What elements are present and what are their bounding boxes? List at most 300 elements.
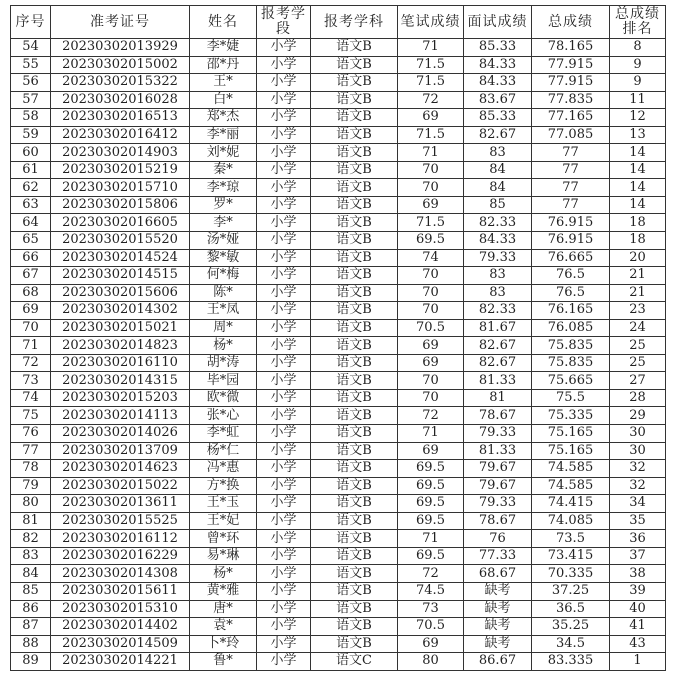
subject-cell: 语文B: [311, 372, 398, 390]
written-score-cell: 69.5: [398, 460, 464, 478]
total-score-cell: 76.085: [532, 319, 610, 337]
rank-cell: 30: [610, 425, 666, 443]
written-score-cell: 71.5: [398, 56, 464, 74]
subject-cell: 语文B: [311, 582, 398, 600]
table-row: [11, 284, 666, 302]
serial-no-cell: 78: [11, 460, 51, 478]
exam-id-cell: 20230302015710: [51, 179, 190, 197]
exam-id-cell: 20230302015606: [51, 284, 190, 302]
total-score-cell: 75.5: [532, 389, 610, 407]
name-cell: 李*虹: [190, 425, 257, 443]
name-cell: 刘*妮: [190, 144, 257, 162]
subject-cell: 语文B: [311, 442, 398, 460]
stage-cell: 小学: [257, 284, 311, 302]
written-score-cell: 70: [398, 389, 464, 407]
rank-cell: 11: [610, 91, 666, 109]
total-score-cell: 34.5: [532, 635, 610, 653]
serial-no-cell: 89: [11, 653, 51, 671]
table-row: [11, 109, 666, 127]
stage-cell: 小学: [257, 126, 311, 144]
exam-id-cell: 20230302014113: [51, 407, 190, 425]
table-row: [11, 635, 666, 653]
written-score-cell: 72: [398, 407, 464, 425]
rank-cell: 25: [610, 337, 666, 355]
total-score-cell: 75.165: [532, 442, 610, 460]
rank-cell: 43: [610, 635, 666, 653]
table-row: [11, 582, 666, 600]
exam-id-cell: 20230302015002: [51, 56, 190, 74]
stage-cell: 小学: [257, 565, 311, 583]
rank-cell: 30: [610, 442, 666, 460]
total-score-cell: 75.665: [532, 372, 610, 390]
table-row: [11, 337, 666, 355]
subject-cell: 语文B: [311, 284, 398, 302]
written-score-cell: 71: [398, 425, 464, 443]
table-body: [11, 39, 666, 671]
stage-cell: 小学: [257, 618, 311, 636]
stage-cell: 小学: [257, 74, 311, 92]
subject-cell: 语文B: [311, 91, 398, 109]
table-row: [11, 319, 666, 337]
rank-cell: 24: [610, 319, 666, 337]
rank-cell: 13: [610, 126, 666, 144]
interview-score-cell: 86.67: [464, 653, 532, 671]
rank-cell: 8: [610, 39, 666, 57]
name-cell: 王*凤: [190, 302, 257, 320]
total-score-cell: 76.665: [532, 249, 610, 267]
table-row: [11, 354, 666, 372]
name-cell: 汤*娅: [190, 232, 257, 250]
exam-id-cell: 20230302013929: [51, 39, 190, 57]
interview-score-cell: 85.33: [464, 109, 532, 127]
table-row: [11, 249, 666, 267]
total-score-cell: 76.5: [532, 284, 610, 302]
table-row: [11, 144, 666, 162]
subject-cell: 语文B: [311, 126, 398, 144]
subject-cell: 语文B: [311, 635, 398, 653]
header-total-score: 总成绩: [532, 6, 610, 39]
serial-no-cell: 77: [11, 442, 51, 460]
stage-cell: 小学: [257, 161, 311, 179]
total-score-cell: 37.25: [532, 582, 610, 600]
stage-cell: 小学: [257, 319, 311, 337]
written-score-cell: 71: [398, 144, 464, 162]
name-cell: 白*: [190, 91, 257, 109]
name-cell: 邵*丹: [190, 56, 257, 74]
serial-no-cell: 67: [11, 267, 51, 285]
written-score-cell: 69.5: [398, 512, 464, 530]
rank-cell: 1: [610, 653, 666, 671]
interview-score-cell: 81.67: [464, 319, 532, 337]
stage-cell: 小学: [257, 477, 311, 495]
total-score-cell: 36.5: [532, 600, 610, 618]
table-row: [11, 302, 666, 320]
header-row: [11, 6, 666, 39]
rank-cell: 36: [610, 530, 666, 548]
written-score-cell: 70: [398, 267, 464, 285]
interview-score-cell: 83: [464, 284, 532, 302]
rank-cell: 9: [610, 56, 666, 74]
table-row: [11, 477, 666, 495]
written-score-cell: 69.5: [398, 232, 464, 250]
name-cell: 曾*环: [190, 530, 257, 548]
table-row: [11, 179, 666, 197]
name-cell: 杨*仁: [190, 442, 257, 460]
exam-id-cell: 20230302016229: [51, 547, 190, 565]
stage-cell: 小学: [257, 354, 311, 372]
name-cell: 李*琼: [190, 179, 257, 197]
name-cell: 杨*: [190, 565, 257, 583]
header-total-rank: 总成绩排名: [610, 6, 666, 39]
total-score-cell: 74.085: [532, 512, 610, 530]
name-cell: 杨*: [190, 337, 257, 355]
subject-cell: 语文B: [311, 302, 398, 320]
total-score-cell: 76.165: [532, 302, 610, 320]
subject-cell: 语文B: [311, 232, 398, 250]
exam-id-cell: 20230302013709: [51, 442, 190, 460]
rank-cell: 14: [610, 144, 666, 162]
exam-id-cell: 20230302014524: [51, 249, 190, 267]
name-cell: 罗*: [190, 196, 257, 214]
serial-no-cell: 55: [11, 56, 51, 74]
written-score-cell: 69.5: [398, 547, 464, 565]
subject-cell: 语文B: [311, 144, 398, 162]
stage-cell: 小学: [257, 547, 311, 565]
table-row: [11, 565, 666, 583]
table-row: [11, 74, 666, 92]
exam-id-cell: 20230302014402: [51, 618, 190, 636]
rank-cell: 34: [610, 495, 666, 513]
rank-cell: 38: [610, 565, 666, 583]
interview-score-cell: 81: [464, 389, 532, 407]
interview-score-cell: 79.33: [464, 425, 532, 443]
exam-id-cell: 20230302015806: [51, 196, 190, 214]
stage-cell: 小学: [257, 249, 311, 267]
exam-id-cell: 20230302015611: [51, 582, 190, 600]
header-subject: 报考学科: [311, 6, 398, 39]
interview-score-cell: 83.67: [464, 91, 532, 109]
exam-id-cell: 20230302016110: [51, 354, 190, 372]
stage-cell: 小学: [257, 267, 311, 285]
serial-no-cell: 82: [11, 530, 51, 548]
interview-score-cell: 77.33: [464, 547, 532, 565]
exam-id-cell: 20230302014221: [51, 653, 190, 671]
table-row: [11, 618, 666, 636]
total-score-cell: 75.835: [532, 337, 610, 355]
subject-cell: 语文B: [311, 407, 398, 425]
written-score-cell: 71: [398, 530, 464, 548]
name-cell: 李*婕: [190, 39, 257, 57]
serial-no-cell: 61: [11, 161, 51, 179]
rank-cell: 20: [610, 249, 666, 267]
rank-cell: 25: [610, 354, 666, 372]
rank-cell: 23: [610, 302, 666, 320]
interview-score-cell: 68.67: [464, 565, 532, 583]
total-score-cell: 74.585: [532, 477, 610, 495]
serial-no-cell: 79: [11, 477, 51, 495]
exam-id-cell: 20230302014302: [51, 302, 190, 320]
table-row: [11, 232, 666, 250]
rank-cell: 21: [610, 267, 666, 285]
total-score-cell: 77: [532, 179, 610, 197]
stage-cell: 小学: [257, 635, 311, 653]
stage-cell: 小学: [257, 389, 311, 407]
exam-id-cell: 20230302014509: [51, 635, 190, 653]
total-score-cell: 73.5: [532, 530, 610, 548]
stage-cell: 小学: [257, 425, 311, 443]
table-row: [11, 161, 666, 179]
header-stage: 报考学段: [257, 6, 311, 39]
exam-id-cell: 20230302014623: [51, 460, 190, 478]
serial-no-cell: 84: [11, 565, 51, 583]
table-row: [11, 372, 666, 390]
total-score-cell: 77.915: [532, 74, 610, 92]
interview-score-cell: 78.67: [464, 407, 532, 425]
interview-score-cell: 85.33: [464, 39, 532, 57]
written-score-cell: 69.5: [398, 477, 464, 495]
rank-cell: 14: [610, 161, 666, 179]
rank-cell: 39: [610, 582, 666, 600]
subject-cell: 语文B: [311, 249, 398, 267]
serial-no-cell: 68: [11, 284, 51, 302]
written-score-cell: 69.5: [398, 495, 464, 513]
stage-cell: 小学: [257, 214, 311, 232]
serial-no-cell: 56: [11, 74, 51, 92]
subject-cell: 语文B: [311, 39, 398, 57]
name-cell: 冯*惠: [190, 460, 257, 478]
interview-score-cell: 81.33: [464, 372, 532, 390]
table-row: [11, 600, 666, 618]
exam-id-cell: 20230302016112: [51, 530, 190, 548]
serial-no-cell: 62: [11, 179, 51, 197]
exam-id-cell: 20230302016028: [51, 91, 190, 109]
table-row: [11, 126, 666, 144]
serial-no-cell: 81: [11, 512, 51, 530]
table-row: [11, 425, 666, 443]
subject-cell: 语文B: [311, 565, 398, 583]
written-score-cell: 74: [398, 249, 464, 267]
subject-cell: 语文B: [311, 109, 398, 127]
serial-no-cell: 83: [11, 547, 51, 565]
table-row: [11, 39, 666, 57]
written-score-cell: 70.5: [398, 319, 464, 337]
serial-no-cell: 88: [11, 635, 51, 653]
rank-cell: 18: [610, 232, 666, 250]
interview-score-cell: 79.33: [464, 249, 532, 267]
interview-score-cell: 82.67: [464, 337, 532, 355]
serial-no-cell: 76: [11, 425, 51, 443]
interview-score-cell: 82.67: [464, 354, 532, 372]
serial-no-cell: 73: [11, 372, 51, 390]
interview-score-cell: 84.33: [464, 74, 532, 92]
total-score-cell: 76.915: [532, 214, 610, 232]
serial-no-cell: 87: [11, 618, 51, 636]
written-score-cell: 71.5: [398, 126, 464, 144]
name-cell: 何*梅: [190, 267, 257, 285]
header-written-score: 笔试成绩: [398, 6, 464, 39]
serial-no-cell: 66: [11, 249, 51, 267]
name-cell: 黄*雅: [190, 582, 257, 600]
serial-no-cell: 69: [11, 302, 51, 320]
name-cell: 欧*微: [190, 389, 257, 407]
exam-id-cell: 20230302015219: [51, 161, 190, 179]
stage-cell: 小学: [257, 582, 311, 600]
header-name: 姓名: [190, 6, 257, 39]
name-cell: 王*玉: [190, 495, 257, 513]
serial-no-cell: 54: [11, 39, 51, 57]
stage-cell: 小学: [257, 196, 311, 214]
exam-id-cell: 20230302016605: [51, 214, 190, 232]
table-row: [11, 389, 666, 407]
stage-cell: 小学: [257, 407, 311, 425]
interview-score-cell: 84.33: [464, 56, 532, 74]
total-score-cell: 77: [532, 144, 610, 162]
rank-cell: 29: [610, 407, 666, 425]
total-score-cell: 73.415: [532, 547, 610, 565]
serial-no-cell: 86: [11, 600, 51, 618]
total-score-cell: 77: [532, 161, 610, 179]
serial-no-cell: 75: [11, 407, 51, 425]
name-cell: 毕*园: [190, 372, 257, 390]
name-cell: 胡*涛: [190, 354, 257, 372]
total-score-cell: 78.165: [532, 39, 610, 57]
written-score-cell: 70: [398, 372, 464, 390]
stage-cell: 小学: [257, 232, 311, 250]
subject-cell: 语文B: [311, 267, 398, 285]
written-score-cell: 72: [398, 565, 464, 583]
exam-id-cell: 20230302014308: [51, 565, 190, 583]
interview-score-cell: 78.67: [464, 512, 532, 530]
interview-score-cell: 83: [464, 267, 532, 285]
serial-no-cell: 60: [11, 144, 51, 162]
subject-cell: 语文B: [311, 196, 398, 214]
name-cell: 李*丽: [190, 126, 257, 144]
rank-cell: 32: [610, 460, 666, 478]
written-score-cell: 70: [398, 284, 464, 302]
exam-id-cell: 20230302016513: [51, 109, 190, 127]
score-table: [10, 5, 666, 671]
subject-cell: 语文B: [311, 337, 398, 355]
subject-cell: 语文B: [311, 495, 398, 513]
interview-score-cell: 82.67: [464, 126, 532, 144]
rank-cell: 37: [610, 547, 666, 565]
total-score-cell: 74.585: [532, 460, 610, 478]
table-row: [11, 56, 666, 74]
rank-cell: 28: [610, 389, 666, 407]
stage-cell: 小学: [257, 372, 311, 390]
exam-id-cell: 20230302014315: [51, 372, 190, 390]
written-score-cell: 69: [398, 635, 464, 653]
exam-id-cell: 20230302015203: [51, 389, 190, 407]
subject-cell: 语文B: [311, 354, 398, 372]
table-row: [11, 407, 666, 425]
exam-id-cell: 20230302015525: [51, 512, 190, 530]
total-score-cell: 76.5: [532, 267, 610, 285]
name-cell: 黎*敏: [190, 249, 257, 267]
exam-id-cell: 20230302015520: [51, 232, 190, 250]
name-cell: 郑*杰: [190, 109, 257, 127]
exam-id-cell: 20230302015322: [51, 74, 190, 92]
total-score-cell: 35.25: [532, 618, 610, 636]
subject-cell: 语文B: [311, 512, 398, 530]
exam-id-cell: 20230302013611: [51, 495, 190, 513]
name-cell: 周*: [190, 319, 257, 337]
subject-cell: 语文B: [311, 74, 398, 92]
rank-cell: 32: [610, 477, 666, 495]
name-cell: 李*: [190, 214, 257, 232]
serial-no-cell: 71: [11, 337, 51, 355]
table-row: [11, 196, 666, 214]
total-score-cell: 70.335: [532, 565, 610, 583]
interview-score-cell: 缺考: [464, 600, 532, 618]
written-score-cell: 71.5: [398, 214, 464, 232]
stage-cell: 小学: [257, 530, 311, 548]
total-score-cell: 77.165: [532, 109, 610, 127]
name-cell: 卜*玲: [190, 635, 257, 653]
written-score-cell: 69: [398, 109, 464, 127]
exam-id-cell: 20230302015021: [51, 319, 190, 337]
exam-id-cell: 20230302014903: [51, 144, 190, 162]
table-row: [11, 547, 666, 565]
table-row: [11, 214, 666, 232]
subject-cell: 语文B: [311, 460, 398, 478]
subject-cell: 语文C: [311, 653, 398, 671]
total-score-cell: 76.915: [532, 232, 610, 250]
interview-score-cell: 84: [464, 161, 532, 179]
subject-cell: 语文B: [311, 618, 398, 636]
rank-cell: 27: [610, 372, 666, 390]
exam-id-cell: 20230302015310: [51, 600, 190, 618]
written-score-cell: 74.5: [398, 582, 464, 600]
stage-cell: 小学: [257, 442, 311, 460]
name-cell: 王*: [190, 74, 257, 92]
rank-cell: 40: [610, 600, 666, 618]
stage-cell: 小学: [257, 302, 311, 320]
interview-score-cell: 79.67: [464, 477, 532, 495]
interview-score-cell: 85: [464, 196, 532, 214]
serial-no-cell: 72: [11, 354, 51, 372]
table-row: [11, 512, 666, 530]
header-exam-id: 准考证号: [51, 6, 190, 39]
name-cell: 陈*: [190, 284, 257, 302]
total-score-cell: 77.835: [532, 91, 610, 109]
serial-no-cell: 63: [11, 196, 51, 214]
interview-score-cell: 76: [464, 530, 532, 548]
rank-cell: 14: [610, 179, 666, 197]
interview-score-cell: 82.33: [464, 302, 532, 320]
name-cell: 唐*: [190, 600, 257, 618]
written-score-cell: 70: [398, 161, 464, 179]
subject-cell: 语文B: [311, 530, 398, 548]
stage-cell: 小学: [257, 653, 311, 671]
subject-cell: 语文B: [311, 547, 398, 565]
stage-cell: 小学: [257, 495, 311, 513]
subject-cell: 语文B: [311, 214, 398, 232]
exam-id-cell: 20230302014515: [51, 267, 190, 285]
stage-cell: 小学: [257, 56, 311, 74]
total-score-cell: 75.165: [532, 425, 610, 443]
total-score-cell: 83.335: [532, 653, 610, 671]
written-score-cell: 70: [398, 302, 464, 320]
serial-no-cell: 58: [11, 109, 51, 127]
written-score-cell: 70: [398, 179, 464, 197]
interview-score-cell: 79.67: [464, 460, 532, 478]
subject-cell: 语文B: [311, 319, 398, 337]
interview-score-cell: 缺考: [464, 582, 532, 600]
table-row: [11, 267, 666, 285]
stage-cell: 小学: [257, 179, 311, 197]
stage-cell: 小学: [257, 91, 311, 109]
